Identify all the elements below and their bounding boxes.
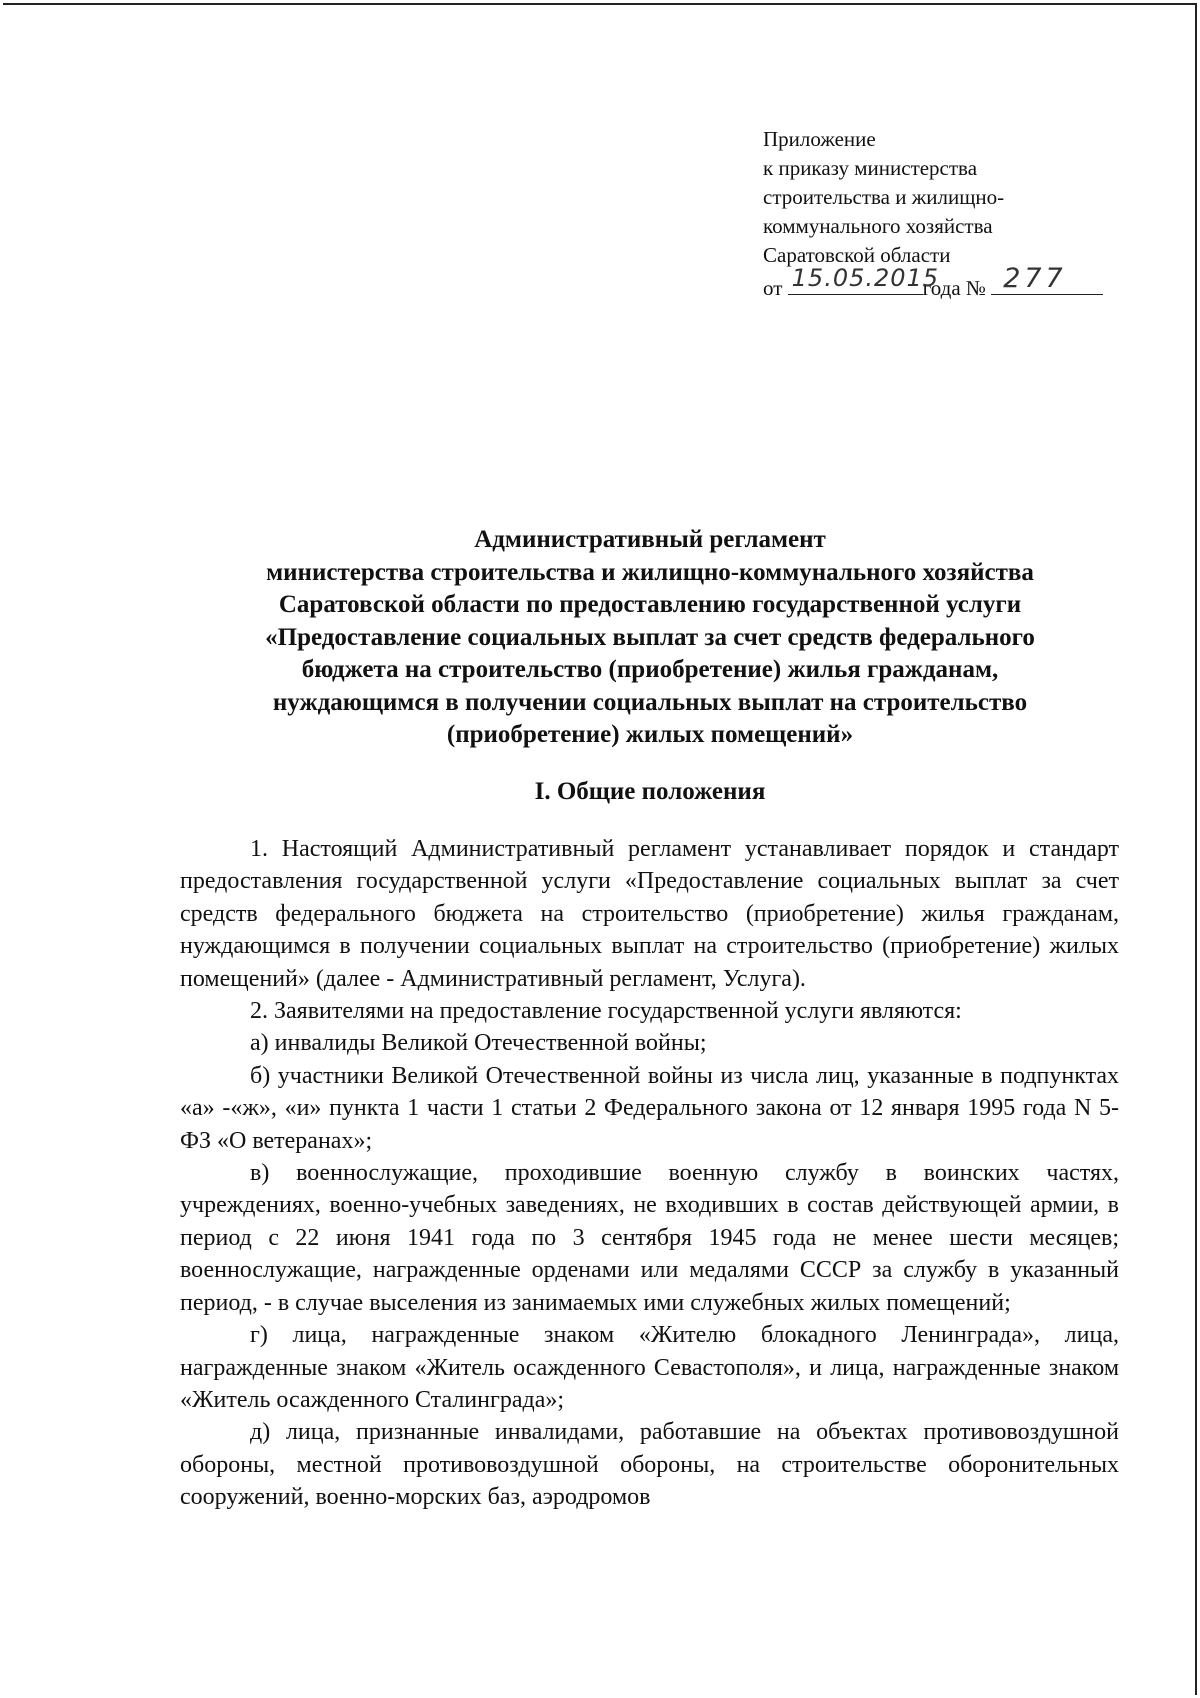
date-suffix: года №: [922, 276, 986, 300]
title-line: (приобретение) жилых помещений»: [446, 721, 854, 748]
paragraph: б) участники Великой Отечественной войны из числа лиц, указанные в подпунктах «а» -«ж», «и» пункта 1 части 1 статьи 2 Федерального закона от 12 января 1995 года N 5-ФЗ «О ветеранах»;: [180, 1062, 1119, 1154]
date-prefix: от: [763, 276, 783, 300]
appendix-line: к приказу министерства: [763, 156, 978, 180]
title-line: нуждающимся в получении социальных выплат на строительство: [272, 688, 1028, 716]
paragraph: 1. Настоящий Административный регламент устанавливает порядок и стандарт предоставления государственной услуги «Предоставление социальных выплат за счет средств федерального бюджета на строительство (приобретение) жилья гражданам, нуждающимся в получении социальных выплат на строительство (приобретение) жилых помещений» (далее - Административный регламент, Услуга).: [180, 836, 1119, 992]
paragraph: а) инвалиды Великой Отечественной войны;: [250, 1030, 707, 1057]
paragraph: в) военнослужащие, проходившие военную службу в воинских частях, учреждениях, военно-учебных заведениях, не входивших в состав действующей армии, в период с 22 июня 1941 года по 3 сентября 1945 года не менее шести месяцев; военнослужащие, награжденные орденами или медалями СССР за службу в указанный период, - в случае выселения из занимаемых ими служебных жилых помещений;: [180, 1160, 1119, 1316]
number-fill-field: [991, 263, 1103, 295]
title-line: Саратовской области по предоставлению государственной услуги: [278, 591, 1022, 618]
handwritten-number: 277: [1003, 263, 1067, 294]
paragraph: д) лица, признанные инвалидами, работавшие на объектах противовоздушной обороны, местной противовоздушной обороны, на строительстве оборонительных сооружений, военно-морских баз, аэродромов: [180, 1419, 1119, 1511]
appendix-date-line: [763, 263, 1123, 303]
appendix-line: коммунального хозяйства: [763, 214, 993, 238]
paragraph: г) лица, награжденные знаком «Жителю блокадного Ленинграда», лица, награжденные знаком «Житель осажденного Севастополя», и лица, награжденные знаком «Житель осажденного Сталинграда»;: [180, 1322, 1119, 1413]
document-body: [180, 833, 1119, 1514]
section-heading: I. Общие положения: [534, 778, 766, 805]
handwritten-date: 15.05.2015: [791, 264, 940, 292]
paragraph: 2. Заявителями на предоставление государственной услуги являются:: [250, 998, 962, 1025]
title-line: Административный регламент: [474, 526, 826, 553]
date-fill-field: [788, 264, 940, 295]
title-line: «Предоставление социальных выплат за счет средств федерального: [265, 623, 1035, 651]
document-title: [185, 524, 1115, 752]
title-line: министерства строительства и жилищно-коммунального хозяйства: [266, 558, 1034, 586]
appendix-line: строительства и жилищно-: [763, 185, 1005, 209]
title-line: бюджета на строительство (приобретение) жилья гражданам,: [301, 656, 999, 683]
appendix-block: [763, 125, 1123, 303]
appendix-line: Саратовской области: [763, 243, 951, 267]
appendix-line: Приложение: [763, 127, 876, 151]
